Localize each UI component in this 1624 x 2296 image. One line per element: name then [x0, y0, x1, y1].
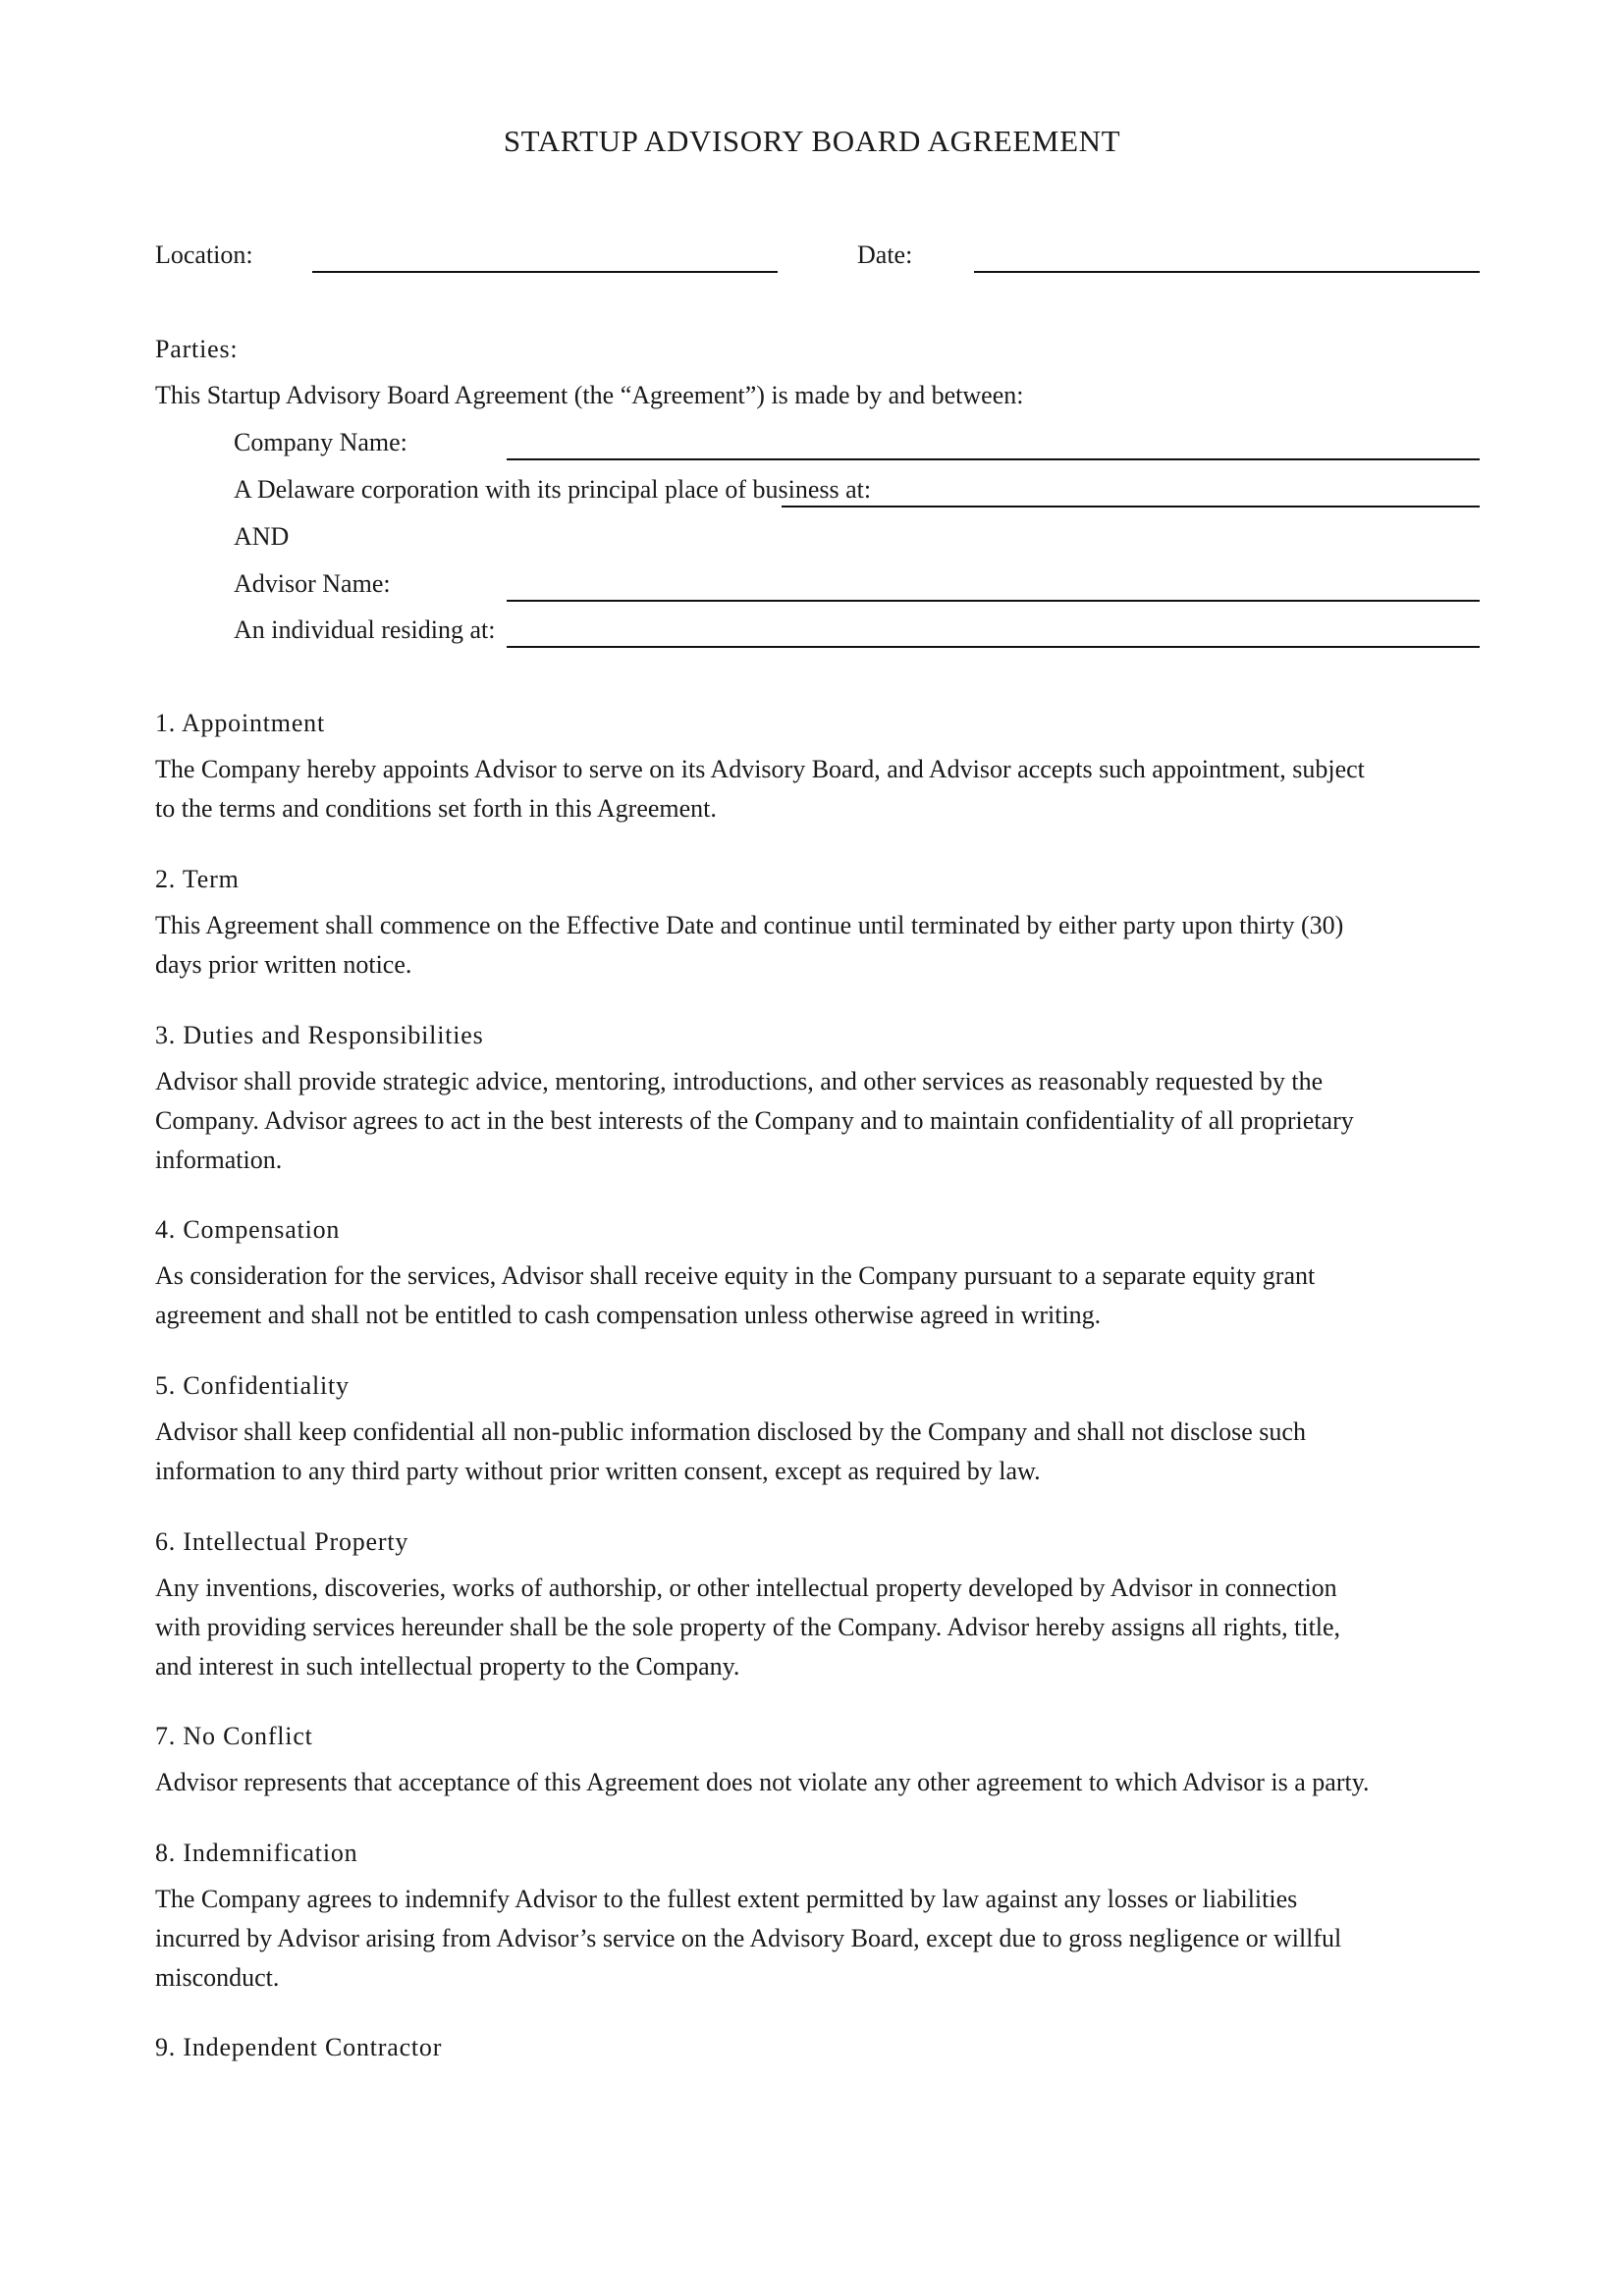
section-heading-no-conflict: 7. No Conflict [155, 1722, 313, 1750]
advisor-address-blank-line [507, 646, 1480, 648]
section-line: Any inventions, discoveries, works of authorship, or other intellectual property developed by Advisor in connection [155, 1574, 1337, 1602]
location-label: Location: [155, 240, 253, 269]
section-line: days prior written notice. [155, 950, 412, 979]
section-heading-term: 2. Term [155, 865, 240, 893]
section-body-duties [155, 1062, 1481, 1180]
section-line: The Company hereby appoints Advisor to serve on its Advisory Board, and Advisor accepts such appointment, subject [155, 755, 1365, 783]
location-field[interactable] [316, 236, 774, 271]
section-heading-independent-contractor: 9. Independent Contractor [155, 2033, 443, 2061]
section-heading-confidentiality: 5. Confidentiality [155, 1371, 350, 1400]
advisor-name-label: Advisor Name: [234, 569, 391, 598]
advisor-name-field[interactable] [511, 564, 1475, 600]
section-body-confidentiality [155, 1413, 1481, 1491]
section-line: incurred by Advisor arising from Advisor’s service on the Advisory Board, except due to gross negligence or willful [155, 1924, 1342, 1952]
section-body-no-conflict [155, 1763, 1481, 1802]
section-body-intellectual-property [155, 1569, 1481, 1686]
section-line: with providing services hereunder shall be the sole property of the Company. Advisor hereby assigns all rights, title, [155, 1613, 1341, 1641]
section-line: Advisor represents that acceptance of this Agreement does not violate any other agreement to which Advisor is a party. [155, 1768, 1370, 1796]
section-body-indemnification [155, 1880, 1481, 1998]
date-blank-line [974, 271, 1480, 273]
section-line: information to any third party without prior written consent, except as required by law. [155, 1457, 1041, 1485]
advisor-name-blank-line [507, 600, 1480, 602]
section-line: information. [155, 1146, 283, 1174]
section-heading-appointment: 1. Appointment [155, 709, 325, 737]
section-heading-compensation: 4. Compensation [155, 1215, 341, 1244]
company-name-blank-line [507, 458, 1480, 460]
company-address-field[interactable] [785, 470, 1475, 506]
section-line: As consideration for the services, Advisor shall receive equity in the Company pursuant to a separate equity grant [155, 1261, 1316, 1290]
location-blank-line [312, 271, 778, 273]
section-line: and interest in such intellectual property to the Company. [155, 1652, 740, 1681]
section-line: to the terms and conditions set forth in this Agreement. [155, 794, 717, 823]
parties-heading: Parties: [155, 335, 239, 363]
company-address-blank-line [782, 506, 1480, 507]
section-line: This Agreement shall commence on the Effective Date and continue until terminated by either party upon thirty (30) [155, 911, 1344, 939]
company-name-label: Company Name: [234, 428, 407, 456]
parties-intro: This Startup Advisory Board Agreement (the “Agreement”) is made by and between: [155, 381, 1024, 409]
company-name-field[interactable] [511, 423, 1475, 458]
date-field[interactable] [978, 236, 1475, 271]
section-heading-duties: 3. Duties and Responsibilities [155, 1021, 484, 1049]
section-heading-intellectual-property: 6. Intellectual Property [155, 1527, 409, 1556]
section-heading-indemnification: 8. Indemnification [155, 1839, 358, 1867]
section-body-term [155, 906, 1481, 985]
section-body-compensation [155, 1256, 1481, 1335]
section-body-appointment [155, 750, 1481, 828]
advisor-address-label: An individual residing at: [234, 615, 496, 644]
section-line: Advisor shall provide strategic advice, mentoring, introductions, and other services as reasonably requested by the [155, 1067, 1324, 1095]
section-line: Company. Advisor agrees to act in the best interests of the Company and to maintain confidentiality of all proprietary [155, 1106, 1354, 1135]
section-line: Advisor shall keep confidential all non-public information disclosed by the Company and shall not disclose such [155, 1417, 1306, 1446]
document-title: STARTUP ADVISORY BOARD AGREEMENT [503, 124, 1121, 158]
section-line: misconduct. [155, 1963, 280, 1992]
advisor-address-field[interactable] [511, 611, 1475, 646]
company-address-label: A Delaware corporation with its principal place of business at: [234, 475, 872, 504]
date-label: Date: [857, 240, 913, 269]
and-label: AND [234, 522, 290, 551]
section-line: agreement and shall not be entitled to cash compensation unless otherwise agreed in writing. [155, 1301, 1102, 1329]
section-line: The Company agrees to indemnify Advisor to the fullest extent permitted by law against any losses or liabilities [155, 1885, 1298, 1913]
